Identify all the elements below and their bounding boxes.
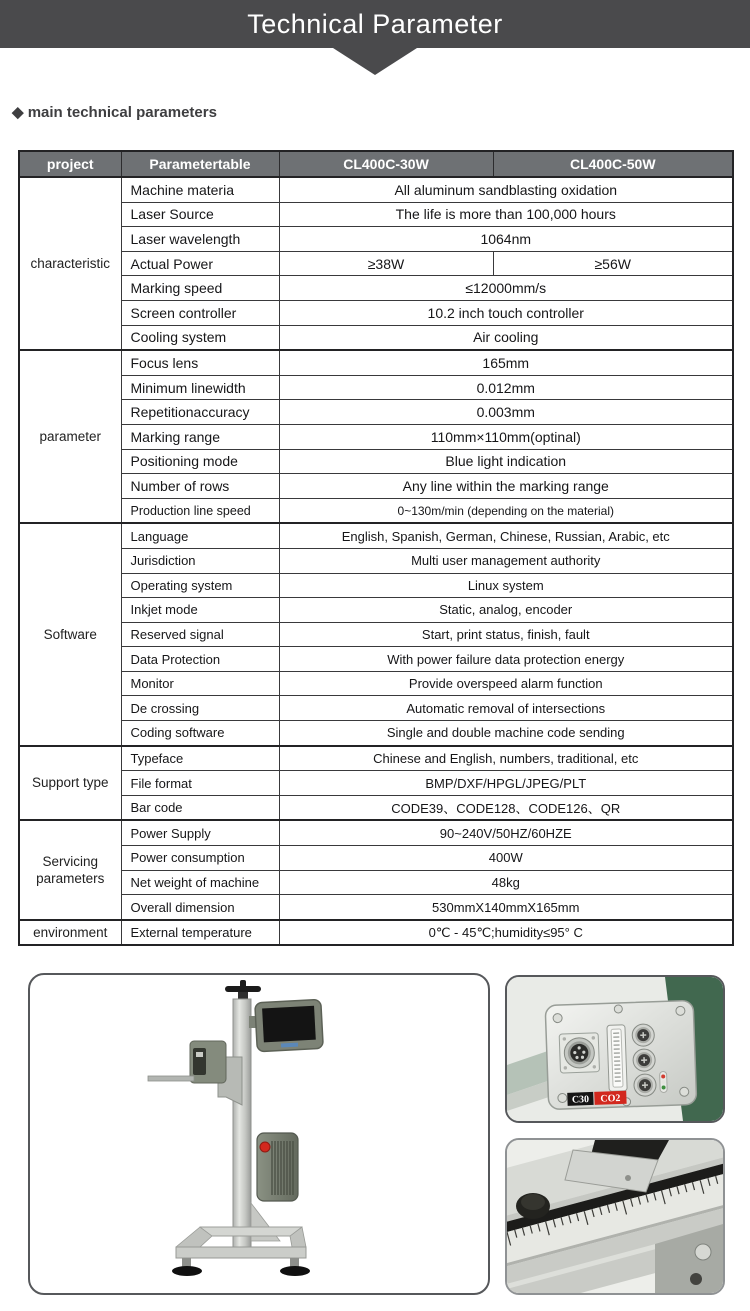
table-row <box>19 598 733 623</box>
value-cell: 90~240V/50HZ/60HZE <box>279 820 733 845</box>
table-row <box>19 671 733 696</box>
table-row <box>19 622 733 647</box>
table-row <box>19 202 733 227</box>
table-row <box>19 276 733 301</box>
table-row <box>19 449 733 474</box>
param-cell: Language <box>121 523 279 548</box>
param-cell: Laser Source <box>121 202 279 227</box>
ruler-rail-illustration <box>507 1140 723 1293</box>
table-row <box>19 548 733 573</box>
value-cell: ≥56W <box>493 251 733 276</box>
param-cell: Number of rows <box>121 474 279 499</box>
value-cell: 48kg <box>279 870 733 895</box>
spec-table <box>18 150 734 946</box>
param-cell: Typeface <box>121 746 279 771</box>
value-cell: Any line within the marking range <box>279 474 733 499</box>
value-cell: ≤12000mm/s <box>279 276 733 301</box>
table-row <box>19 771 733 796</box>
table-row <box>19 227 733 252</box>
group-cell: Software <box>19 523 121 745</box>
machine-illustration <box>30 975 488 1293</box>
table-row <box>19 647 733 672</box>
value-cell: Air cooling <box>279 325 733 350</box>
laser-head <box>190 1041 226 1083</box>
machine-column <box>233 999 251 1249</box>
model-label-black: C30 <box>571 1094 590 1106</box>
table-row <box>19 523 733 548</box>
param-cell: Screen controller <box>121 300 279 325</box>
value-cell: Automatic removal of intersections <box>279 696 733 721</box>
value-cell: CODE39、CODE128、CODE126、QR <box>279 795 733 820</box>
value-cell: All aluminum sandblasting oxidation <box>279 177 733 202</box>
table-row <box>19 350 733 375</box>
side-rod <box>148 1076 194 1081</box>
banner-pointer <box>333 48 417 75</box>
param-cell: Minimum linewidth <box>121 375 279 400</box>
indicator-leds <box>660 1071 668 1092</box>
table-row <box>19 424 733 449</box>
value-cell: Static, analog, encoder <box>279 598 733 623</box>
value-cell: 400W <box>279 846 733 871</box>
controller-box <box>257 1133 298 1201</box>
value-cell: 165mm <box>279 350 733 375</box>
param-cell: Operating system <box>121 573 279 598</box>
group-cell: environment <box>19 920 121 946</box>
model-label <box>567 1091 626 1106</box>
page-title: Technical Parameter <box>247 9 503 39</box>
param-cell: Jurisdiction <box>121 548 279 573</box>
param-cell: Cooling system <box>121 325 279 350</box>
value-cell: The life is more than 100,000 hours <box>279 202 733 227</box>
round-connectors <box>632 1024 656 1097</box>
group-cell: Servicing parameters <box>19 820 121 919</box>
param-cell: Overall dimension <box>121 895 279 920</box>
table-row <box>19 846 733 871</box>
value-cell: BMP/DXF/HPGL/JPEG/PLT <box>279 771 733 796</box>
group-cell: parameter <box>19 350 121 523</box>
param-cell: Focus lens <box>121 350 279 375</box>
model-label-red: CO2 <box>600 1092 621 1105</box>
table-row <box>19 177 733 202</box>
value-cell: 0~130m/min (depending on the material) <box>279 498 733 523</box>
value-cell: 1064nm <box>279 227 733 252</box>
param-cell: Production line speed <box>121 498 279 523</box>
param-cell: Positioning mode <box>121 449 279 474</box>
value-cell: Multi user management authority <box>279 548 733 573</box>
value-cell: English, Spanish, German, Chinese, Russian, Arabic, etc <box>279 523 733 548</box>
param-cell: Bar code <box>121 795 279 820</box>
slot-connector <box>607 1025 627 1092</box>
param-cell: Marking speed <box>121 276 279 301</box>
power-button <box>260 1142 270 1152</box>
value-cell: 0.003mm <box>279 400 733 425</box>
table-row <box>19 498 733 523</box>
spec-table-body <box>19 177 733 945</box>
table-row <box>19 795 733 820</box>
parameters-table <box>18 150 734 946</box>
page-title-banner <box>0 0 750 48</box>
table-row <box>19 696 733 721</box>
value-cell: Provide overspeed alarm function <box>279 671 733 696</box>
value-cell: Single and double machine code sending <box>279 721 733 746</box>
column-header: CL400C-50W <box>493 151 733 177</box>
param-cell: Coding software <box>121 721 279 746</box>
ruler-rail-photo <box>505 1138 725 1295</box>
param-cell: Monitor <box>121 671 279 696</box>
param-cell: Net weight of machine <box>121 870 279 895</box>
value-cell: 10.2 inch touch controller <box>279 300 733 325</box>
table-row <box>19 325 733 350</box>
value-cell: Blue light indication <box>279 449 733 474</box>
column-header: project <box>19 151 121 177</box>
param-cell: Inkjet mode <box>121 598 279 623</box>
table-row <box>19 721 733 746</box>
param-cell: Power consumption <box>121 846 279 871</box>
group-cell: characteristic <box>19 177 121 350</box>
table-row <box>19 573 733 598</box>
table-row <box>19 375 733 400</box>
value-cell: ≥38W <box>279 251 493 276</box>
value-cell: 0℃ - 45℃;humidity≤95° C <box>279 920 733 946</box>
param-cell: External temperature <box>121 920 279 946</box>
table-row <box>19 895 733 920</box>
column-header: Parametertable <box>121 151 279 177</box>
value-cell: With power failure data protection energy <box>279 647 733 672</box>
param-cell: Machine materia <box>121 177 279 202</box>
table-row <box>19 870 733 895</box>
table-row <box>19 400 733 425</box>
param-cell: Reserved signal <box>121 622 279 647</box>
value-cell: 0.012mm <box>279 375 733 400</box>
touch-screen <box>255 999 323 1051</box>
adjust-knob <box>225 980 261 1000</box>
param-cell: Actual Power <box>121 251 279 276</box>
param-cell: Power Supply <box>121 820 279 845</box>
table-row <box>19 474 733 499</box>
table-row <box>19 251 733 276</box>
table-row <box>19 820 733 845</box>
table-row <box>19 746 733 771</box>
stand-base <box>172 1227 310 1276</box>
connector-panel-illustration <box>507 977 723 1121</box>
value-cell: Start, print status, finish, fault <box>279 622 733 647</box>
machine-photo <box>28 973 490 1295</box>
table-row <box>19 920 733 946</box>
spec-table-head <box>19 151 733 177</box>
param-cell: De crossing <box>121 696 279 721</box>
param-cell: Data Protection <box>121 647 279 672</box>
param-cell: Laser wavelength <box>121 227 279 252</box>
param-cell: Repetitionaccuracy <box>121 400 279 425</box>
param-cell: Marking range <box>121 424 279 449</box>
clamp-knob <box>516 1193 550 1219</box>
value-cell: Linux system <box>279 573 733 598</box>
connector-panel-photo <box>505 975 725 1123</box>
value-cell: Chinese and English, numbers, traditional, etc <box>279 746 733 771</box>
section-label: ◆ main technical parameters <box>12 104 217 121</box>
value-cell: 530mmX140mmX165mm <box>279 895 733 920</box>
table-row <box>19 300 733 325</box>
value-cell: 110mm×110mm(optinal) <box>279 424 733 449</box>
aviation-connector <box>559 1033 599 1073</box>
group-cell: Support type <box>19 746 121 821</box>
param-cell: File format <box>121 771 279 796</box>
column-header: CL400C-30W <box>279 151 493 177</box>
